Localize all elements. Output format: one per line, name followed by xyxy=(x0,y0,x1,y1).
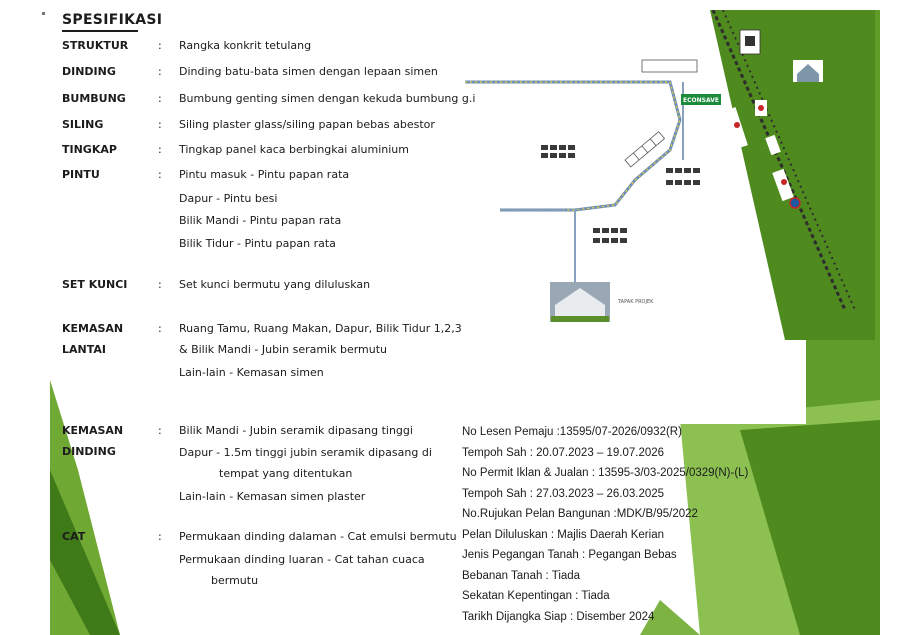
spec-label-kemasan-dinding: KEMASAN xyxy=(62,424,124,437)
spec-label-kemasan-lantai: KEMASAN xyxy=(62,322,124,335)
page-title: SPESIFIKASI xyxy=(62,12,163,28)
spec-label-struktur: STRUKTUR xyxy=(62,39,129,52)
petrol-station-logo xyxy=(790,198,800,208)
colon: : xyxy=(158,92,162,105)
info-jenis-pegangan: Jenis Pegangan Tanah : Pegangan Bebas xyxy=(462,549,677,561)
colon: : xyxy=(158,168,162,181)
spec-value-dinding: Dinding batu-bata simen dengan lepaan simen xyxy=(179,65,438,78)
spec-value-set-kunci: Set kunci bermutu yang diluluskan xyxy=(179,278,371,291)
shop-logo-red xyxy=(758,105,764,111)
spec-label-tingkap: TINGKAP xyxy=(62,143,117,156)
spec-value-cat-3: bermutu xyxy=(211,574,259,587)
spec-value-dinding-3: tempat yang ditentukan xyxy=(219,467,353,480)
scan-speck xyxy=(42,12,45,15)
colon: : xyxy=(158,39,162,52)
map-cover-box xyxy=(458,340,806,424)
info-rujukan-pelan: No.Rujukan Pelan Bangunan :MDK/B/95/2022 xyxy=(462,508,698,520)
spec-label-siling: SILING xyxy=(62,118,104,131)
spec-label-pintu: PINTU xyxy=(62,168,100,181)
info-bebanan-tanah: Bebanan Tanah : Tiada xyxy=(462,570,581,582)
spec-value-bumbung: Bumbung genting simen dengan kekuda bumbung g.i xyxy=(179,92,476,105)
spec-label-kemasan-dinding-2: DINDING xyxy=(62,445,116,458)
colon: : xyxy=(158,118,162,131)
colon: : xyxy=(158,65,162,78)
colon: : xyxy=(158,322,162,335)
spec-label-kemasan-lantai-2: LANTAI xyxy=(62,343,106,356)
info-sekatan-kepentingan: Sekatan Kepentingan : Tiada xyxy=(462,590,610,602)
spec-label-bumbung: BUMBUNG xyxy=(62,92,126,105)
spec-value-dinding-2: Dapur - 1.5m tinggi jubin seramik dipasang di xyxy=(179,446,432,459)
spec-value-lantai-2: & Bilik Mandi - Jubin seramik bermutu xyxy=(179,343,388,356)
title-underline xyxy=(62,30,138,32)
spec-value-pintu-2: Dapur - Pintu besi xyxy=(179,192,278,205)
spec-label-set-kunci: SET KUNCI xyxy=(62,278,128,291)
info-lesen-pemaju: No Lesen Pemaju :13595/07-2026/0932(R) xyxy=(462,426,682,438)
spec-value-cat-2: Permukaan dinding luaran - Cat tahan cuaca xyxy=(179,553,425,566)
spec-value-struktur: Rangka konkrit tetulang xyxy=(179,39,312,52)
spec-value-cat-1: Permukaan dinding dalaman - Cat emulsi bermutu xyxy=(179,530,457,543)
info-permit-iklan: No Permit Iklan & Jualan : 13595-3/03-2025/0329(N)-(L) xyxy=(462,467,749,479)
spec-value-pintu-3: Bilik Mandi - Pintu papan rata xyxy=(179,214,342,227)
info-tempoh-sah-1: Tempoh Sah : 20.07.2023 – 19.07.2026 xyxy=(462,447,665,459)
spec-label-cat: CAT xyxy=(62,530,86,543)
info-tarikh-siap: Tarikh Dijangka Siap : Disember 2024 xyxy=(462,611,655,623)
spec-value-lantai-1: Ruang Tamu, Ruang Makan, Dapur, Bilik Tidur 1,2,3 xyxy=(179,322,462,335)
location-map xyxy=(455,10,875,340)
info-tempoh-sah-2: Tempoh Sah : 27.03.2023 – 26.03.2025 xyxy=(462,488,665,500)
info-pelan-diluluskan: Pelan Diluluskan : Majlis Daerah Kerian xyxy=(462,529,664,541)
colon: : xyxy=(158,530,162,543)
spec-value-lantai-3: Lain-lain - Kemasan simen xyxy=(179,366,324,379)
spec-label-dinding: DINDING xyxy=(62,65,116,78)
spec-value-tingkap: Tingkap panel kaca berbingkai aluminium xyxy=(179,143,409,156)
colon: : xyxy=(158,143,162,156)
spec-value-pintu-4: Bilik Tidur - Pintu papan rata xyxy=(179,237,336,250)
colon: : xyxy=(158,278,162,291)
spec-value-dinding-1: Bilik Mandi - Jubin seramik dipasang tinggi xyxy=(179,424,413,437)
spec-value-dinding-4: Lain-lain - Kemasan simen plaster xyxy=(179,490,366,503)
spec-value-pintu-1: Pintu masuk - Pintu papan rata xyxy=(179,168,350,181)
project-label: TAPAK PROJEK xyxy=(618,299,654,305)
econsave-label: ECONSAVE xyxy=(683,97,719,104)
spec-value-siling: Siling plaster glass/siling papan bebas abestor xyxy=(179,118,435,131)
colon: : xyxy=(158,424,162,437)
